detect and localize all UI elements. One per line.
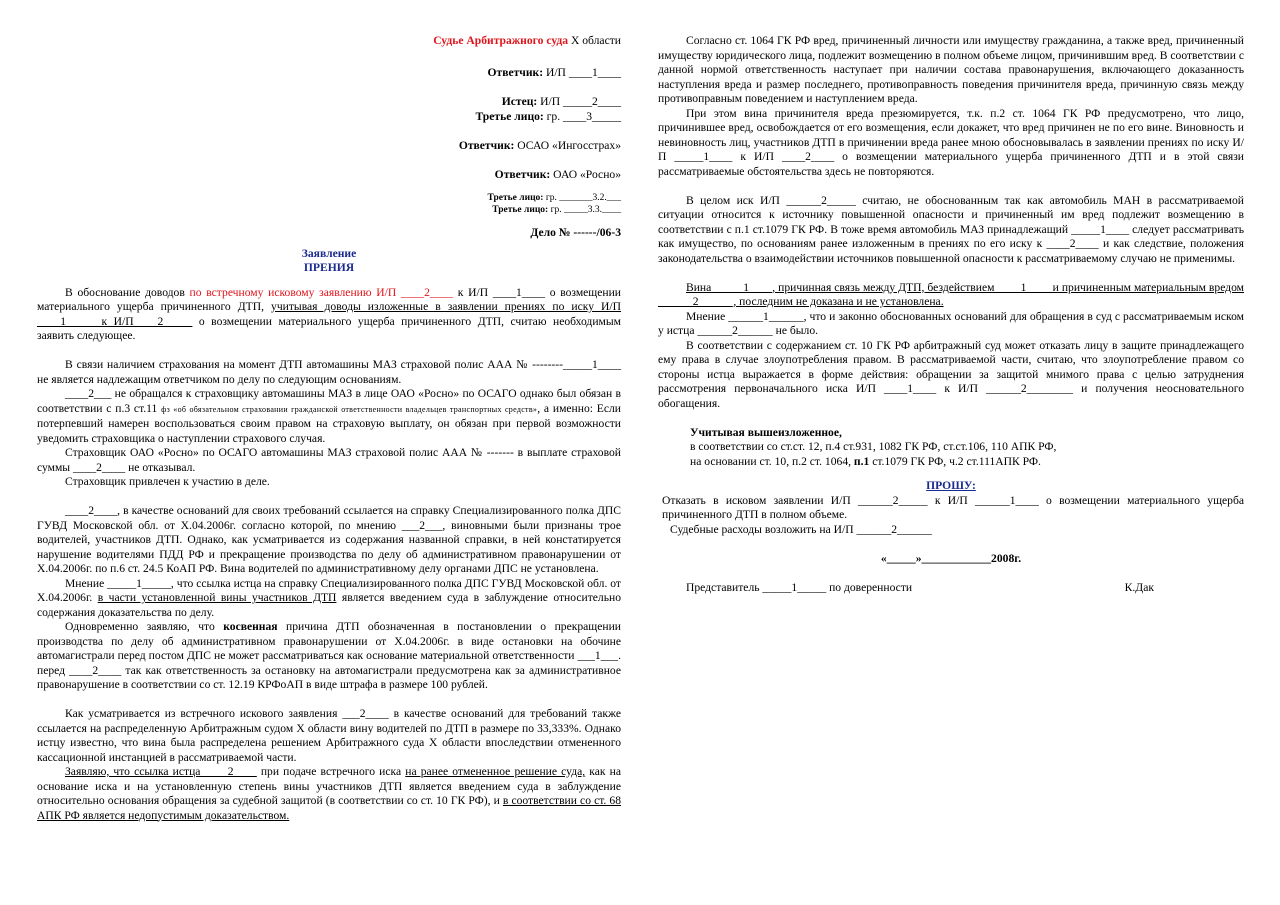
debate-title: ПРЕНИЯ bbox=[303, 261, 355, 274]
left-paragraph-7: Мнение _____1_____, что ссылка истца на справку Специализированного полка ДПС ГУВД Московской обл. от Х.04.2006г. в части установленной вины участников ДТП является введением суда в заблуждение относительно содержания доказательства по делу. bbox=[37, 576, 621, 619]
left-paragraph-1: В обоснование доводов по встречному исковому заявлению И/П ____2____ к И/П ____1____ о возмещении материального ущерба причиненного ДТП, учитывая доводы изложенные в заявлении прениях по иску И/П ____1_____ к И/П ___2_____ о возмещении материального ущерба причиненного ДТП, считаю необходимым заявить следующее. bbox=[37, 285, 621, 342]
considering-heading: Учитывая вышеизложенное, bbox=[690, 425, 842, 439]
right-paragraph-3: В целом иск И/П ______2_____ считаю, не обоснованным так как автомобиль МАН в рассматриваемой ситуации относится к источнику повышенной опасности и причиненный им вред подлежит возмещению в соответствии с п.1 ст.1079 ГК РФ. В тоже время автомобиль МАЗ принадлежащий _____1____ следует рассматривать как имущество, по основаниям ранее изложенным в прениях по его иску к ____2____ и как следствие, положения законодательства о взаимодействии источников повышенной опасности к рассматриваемому случаю не применимы. bbox=[658, 193, 1244, 265]
basis-line-2: на основании ст. 10, п.2 ст. 1064, п.1 ст.1079 ГК РФ, ч.2 ст.111АПК РФ. bbox=[690, 454, 1041, 468]
left-paragraph-10: Заявляю, что ссылка истца ____2____ при подаче встречного иска на ранее отмененное решение суда, как на основание иска и на установленную степень вины участников ДТП является введением суда в заблуждение относительно основания обращения за судебной защитой (в соответствии со ст. 10 ГК РФ), и в соответствии со ст. 68 АПК РФ является недопустимым доказательством. bbox=[37, 765, 621, 822]
basis-line-1: в соответствии со ст.ст. 12, п.4 ст.931, 1082 ГК РФ, ст.ст.106, 110 АПК РФ, bbox=[690, 440, 1057, 453]
signature-name: К.Дак bbox=[1124, 580, 1154, 594]
left-paragraph-4: Страховщик ОАО «Росно» по ОСАГО автомашины МАЗ страховой полис ААА № ------- в выплате страховой суммы ____2____ не отказывал. bbox=[37, 446, 621, 474]
left-paragraph-5: Страховщик привлечен к участию в деле. bbox=[65, 475, 270, 488]
third-party-33: Третье лицо: гр. _____3.3.____ bbox=[492, 205, 621, 215]
left-paragraph-6: ____2____, в качестве оснований для своих требований ссылается на справку Специализированного полка ДПС ГУВД Московской обл. от Х.04.2006г. согласно которой, по мнению ___2___, виновными были признаны трое водителей, участников ДТП. Однако, как усматривается из содержания названной справки, в ней констатируется нарушение водителями ПДД РФ и прекращение производства по делу об административном правонарушении от Х.04.2006г. по п.6 ст. 24.5 КоАП РФ. Вина водителей по административному делу органами ДПС не установлена. bbox=[37, 504, 621, 575]
right-paragraph-1: Согласно ст. 1064 ГК РФ вред, причиненный личности или имуществу гражданина, а также вред, причиненный имуществу юридического лица, подлежит возмещению в полном объеме лицом, причинившим вред. В соответствии с данной нормой ответственность наступает при наличии состава правонарушения, включающего доказанность наступления вреда и размер последнего, противоправность поведения причинителя вреда, причинную связь между противоправным поведением и наступлением вреда. bbox=[658, 34, 1244, 105]
third-party: Третье лицо: гр. ____3_____ bbox=[475, 109, 621, 123]
left-paragraph-9: Как усматривается из встречного искового заявления ___2____ в качестве оснований для требований также ссылается на распределенную Арбитражным судом Х области вину водителей по ДТП в размере по 33,333%. Однако истцу известно, что вина была распределена решением Арбитражного суда Х области впоследствии отмененного кассационной инстанцией в рассматриваемой части. bbox=[37, 707, 621, 764]
plaintiff: Истец: И/П _____2____ bbox=[501, 95, 621, 108]
case-number: Дело № ------/06-3 bbox=[530, 226, 621, 239]
right-paragraph-4: Вина _____1____, причинная связь между ДТП, бездействием ____1____ и причиненным материальным вредом ______2______, последним не доказана и не установлена. bbox=[658, 280, 1244, 308]
respondent-1: Ответчик: И/П ____1____ bbox=[487, 66, 621, 79]
left-paragraph-8: Одновременно заявляю, что косвенная причина ДТП обозначенная в постановлении о прекращении производства по делу об административном правонарушении от Х.04.2006г. в виде остановки на обочине автомагистрали перед постом ДПС не может рассматриваться как основание материальной ответственности ___1___. перед ____2____ так как ответственность за остановку на автомагистрали предусмотрена как за административное правонарушение в соответствии со ст. 12.19 КРФоАП в виде штрафа в размере 100 рублей. bbox=[37, 620, 621, 691]
left-column bbox=[37, 34, 621, 823]
addressee-line: Судье Арбитражного суда Х области bbox=[433, 34, 621, 47]
respondent-2: Ответчик: ОСАО «Ингосстрах» bbox=[458, 138, 621, 152]
request-2: Судебные расходы возложить на И/П ______2______ bbox=[670, 522, 932, 536]
right-column bbox=[658, 34, 1244, 595]
request-title: ПРОШУ: bbox=[926, 479, 976, 492]
left-paragraph-3: ____2___ не обращался к страховщику автомашины МАЗ в лице ОАО «Росно» по ОСАГО однако был обязан в соответствии с п.3 ст.11 фз «об обязательном страховании гражданской ответственности владельцев транспортных средств», а именно: Если потерпевший намерен воспользоваться своим правом на страховую выплату, он обязан при первой возможности уведомить страховщика о наступлении страхового случая. bbox=[37, 387, 621, 445]
statement-title: Заявление bbox=[301, 246, 357, 260]
representative-line: Представитель _____1_____ по доверенности bbox=[686, 580, 913, 594]
request-1: Отказать в исковом заявлении И/П ______2_____ к И/П ______1____ о возмещении материального ущерба причиненного ДТП в полном объеме. bbox=[662, 493, 1244, 521]
third-party-32: Третье лицо: гр. _______3.2.___ bbox=[487, 193, 621, 203]
right-paragraph-5: Мнение ______1______, что и законно обоснованных оснований для обращения в суд с рассматриваемым иском у истца ______2______ не было. bbox=[658, 309, 1244, 337]
right-paragraph-6: В соответствии с содержанием ст. 10 ГК РФ арбитражный суд может отказать лицу в защите принадлежащего ему права в случае злоупотребления правом. В рассматриваемой части, считаю, что злоупотребление правом со стороны истца выражается в форме действия: обращении за защитой мнимого права с целью затруднения рассмотрения первоначального иска И/П ____1____ к И/П ______2________ и получения неосновательного обогащения. bbox=[658, 338, 1244, 410]
left-paragraph-2: В связи наличием страхования на момент ДТП автомашины МАЗ страховой полис ААА № --------_____1____ не является надлежащим ответчиком по делу по следующим основаниям. bbox=[37, 358, 621, 386]
date-line: «_____»____________2008г. bbox=[880, 551, 1022, 565]
respondent-3: Ответчик: ОАО «Росно» bbox=[494, 167, 621, 181]
right-paragraph-2: При этом вина причинителя вреда презюмируется, т.к. п.2 ст. 1064 ГК РФ предусмотрено, что лицо, причинившее вред, освобождается от его возмещения, если докажет, что вред причинен не по его вине. Виновность и невиновность лиц, участников ДТП в причинении вреда ранее мною обосновывалась в заявлении прениях по иску И/П _____1____ к И/П ____2____ о возмещении материального ущерба причиненного ДТП и в этой связи рассматриваемые обстоятельства здесь не повторяются. bbox=[658, 106, 1244, 178]
signature-row bbox=[658, 581, 1244, 596]
